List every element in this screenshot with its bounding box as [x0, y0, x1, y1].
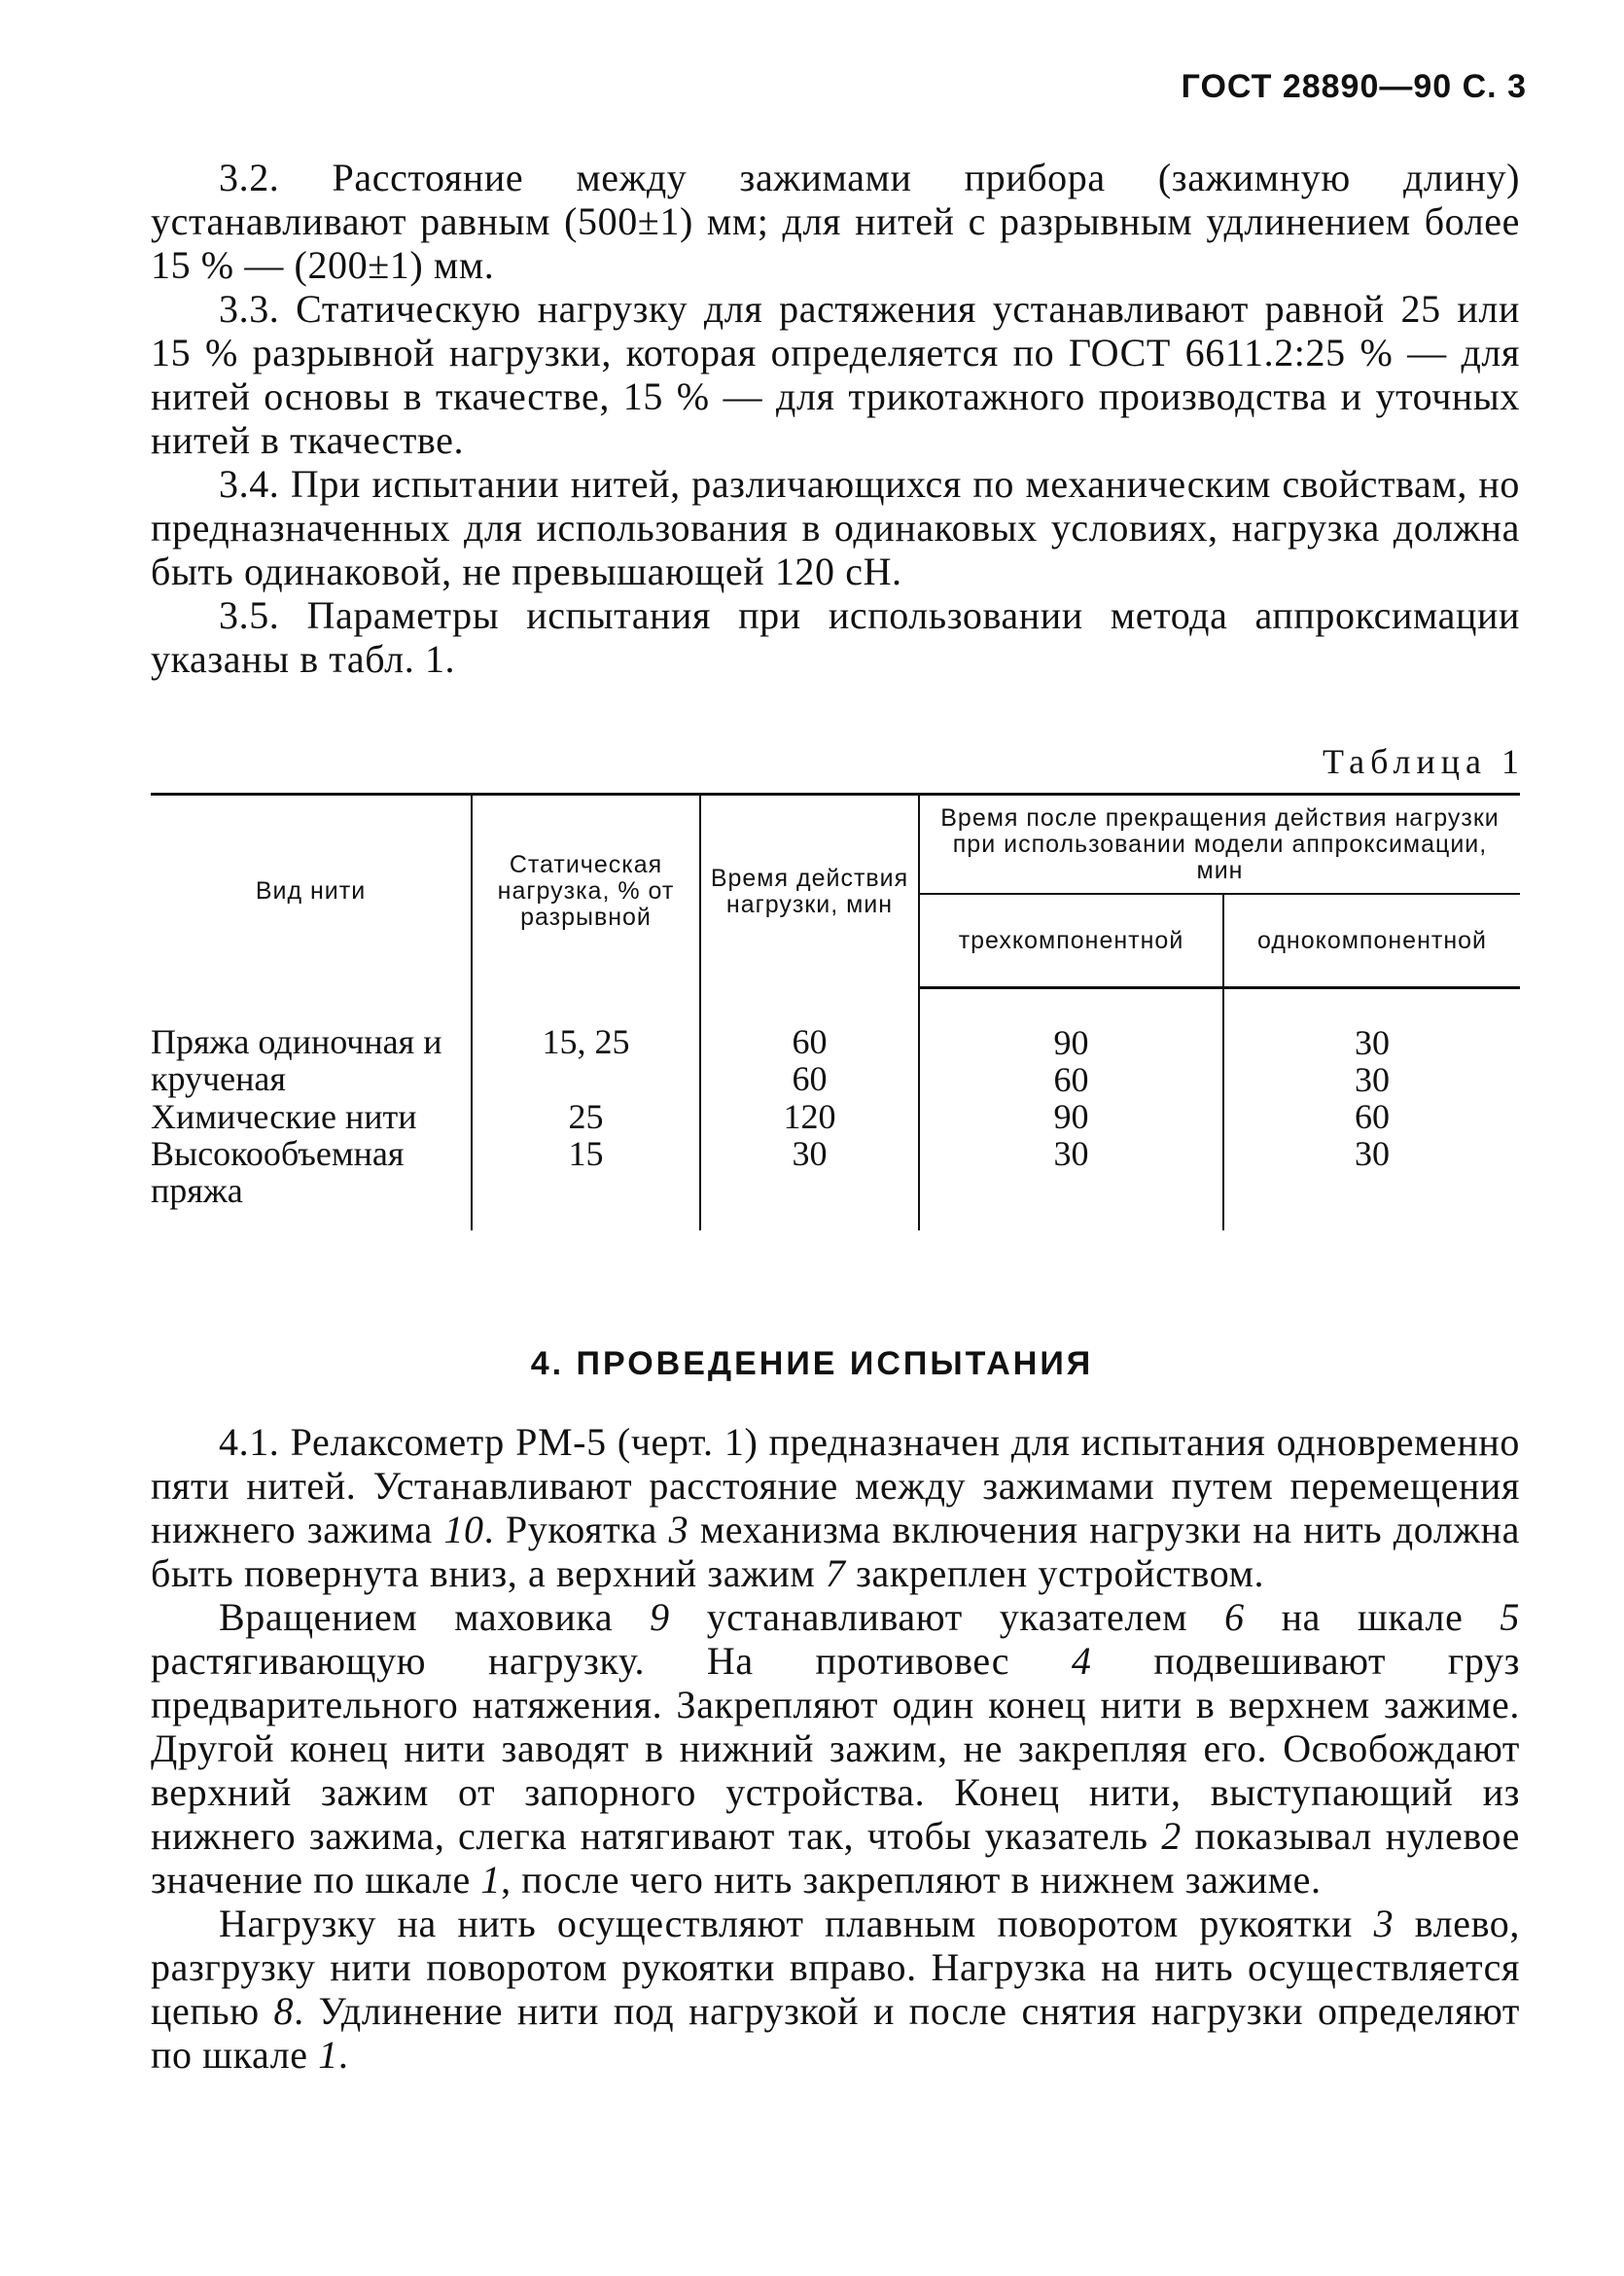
cell-static-load: 15, 25 [472, 988, 700, 1099]
paragraph-3-2: 3.2. Расстояние между зажимами прибора (зажимную длину) устанавливают равным (500±1) мм; для нитей с разрывным удлинением более 15 % — (200±1) мм. [151, 156, 1520, 287]
cell-one-component: 30 [1223, 1135, 1520, 1230]
cell-load-time: 120 [700, 1098, 919, 1135]
cell-load-time: 30 [700, 1135, 919, 1230]
table-row [151, 988, 1520, 1099]
table-row [151, 1098, 1520, 1135]
table-row [151, 1135, 1520, 1230]
paragraph-4-1-b: Вращением маховика 9 устанавливают указателем 6 на шкале 5 растягивающую нагрузку. На противовес 4 подвешивают груз предварительного натяжения. Закрепляют один конец нити в верхнем зажиме. Другой конец нити заводят в нижний зажим, не закрепляя его. Освобождают верхний зажим от запорного устройства. Конец нити, выступающий из нижнего зажима, слегка натягивают так, чтобы указатель 2 показывал нулевое значение по шкале 1, после чего нить закрепляют в нижнем зажиме. [151, 1595, 1521, 1902]
header-kind: Вид нити [151, 795, 472, 988]
cell-static-load: 15 [472, 1135, 700, 1230]
paragraph-3-3: 3.3. Статическую нагрузку для растяжения устанавливают равной 25 или 15 % разрывной нагрузки, которая определяется по ГОСТ 6611.2:25 % — для нитей основы в ткачестве, 15 % — для трикотажного производства и уточных нитей в ткачестве. [151, 287, 1520, 462]
header-load-time: Время действия нагрузки, мин [700, 795, 919, 988]
cell-three-component: 90 [919, 1098, 1223, 1135]
cell-kind: Пряжа одиночная и крученая [151, 1021, 442, 1098]
paragraph-4-1-c: Нагрузку на нить осуществляют плавным поворотом рукоятки 3 влево, разгрузку нити поворотом рукоятки вправо. Нагрузка на нить осуществляется цепью 8. Удлинение нити под нагрузкой и после снятия нагрузки определяют по шкале 1. [151, 1902, 1521, 2077]
cell-one-component: 30 30 [1223, 988, 1520, 1099]
table-1 [151, 793, 1520, 1230]
header-three-component: трехкомпонентной [919, 894, 1223, 988]
cell-static-load: 25 [472, 1098, 700, 1135]
header-one-component: однокомпонентной [1223, 894, 1520, 988]
paragraph-3-5: 3.5. Параметры испытания при использовании метода аппроксимации указаны в табл. 1. [151, 593, 1520, 681]
cell-kind: Химические нити [151, 1097, 417, 1136]
cell-one-component: 60 [1223, 1098, 1520, 1135]
section-4-title: 4. ПРОВЕДЕНИЕ ИСПЫТАНИЯ [530, 1345, 1094, 1382]
cell-load-time: 60 60 [700, 988, 919, 1099]
paragraph-3-4: 3.4. При испытании нитей, различающихся по механическим свойствам, но предназначенных для использования в одинаковых условиях, нагрузка должна быть одинаковой, не превышающей 120 сН. [151, 462, 1520, 593]
cell-kind: Высокообъемная пряжа [151, 1134, 405, 1210]
section-4-text [151, 1420, 1520, 2077]
section-3-text [151, 156, 1520, 681]
table-caption: Таблица 1 [1323, 742, 1525, 781]
page-header: ГОСТ 28890—90 С. 3 [1181, 68, 1527, 105]
paragraph-4-1: 4.1. Релаксометр РМ-5 (черт. 1) предназначен для испытания одновременно пяти нитей. Устанавливают расстояние между зажимами путем перемещения нижнего зажима 10. Рукоятка 3 механизма включения нагрузки на нить должна быть повернута вниз, а верхний зажим 7 закреплен устройством. [151, 1420, 1520, 1595]
cell-three-component: 90 60 [919, 988, 1223, 1099]
header-static-load: Статическая нагрузка, % от разрывной [472, 795, 700, 988]
header-after-time: Время после прекращения действия нагрузки при использовании модели аппроксимации, мин [919, 795, 1520, 895]
cell-three-component: 30 [919, 1135, 1223, 1230]
